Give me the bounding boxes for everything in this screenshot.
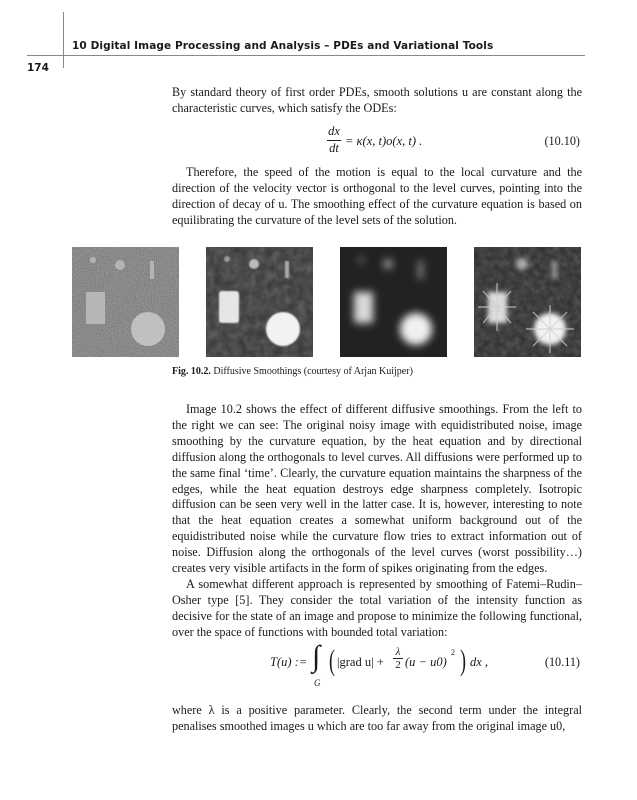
eq2-frac-num: λ (395, 646, 401, 658)
integral-sign: ∫ (312, 640, 321, 673)
figure-panel-curvature (206, 247, 313, 357)
eq1-rhs: = κ(x, t)o(x, t) . (345, 134, 423, 148)
paragraph-1 (172, 85, 582, 117)
paragraph-4-text: A somewhat different approach is represented by smoothing of Fatemi–Rudin–Osher type [5]. They consider the total variation of the intensity function as decisive for the state of an image and propose to minimize the following functional, over the space of functions with bounded total variation: (172, 577, 582, 639)
paragraph-2-text: Therefore, the speed of the motion is equal to the local curvature and the direction of the velocity vector is orthogonal to the level curves, pointing into the direction of decay of u. The smoothing effect of the curvature equation is based on equilibrating the curvature of the level sets of the solution. (172, 165, 582, 227)
eq2-tail: dx , (470, 655, 489, 669)
figure-panel-noisy (72, 247, 179, 357)
paragraph-2 (172, 165, 582, 229)
eq2-fraction (393, 646, 403, 671)
eq2-integral-sub: G (314, 678, 321, 688)
page-number: 174 (27, 62, 49, 74)
running-header: 10 Digital Image Processing and Analysis – PDEs and Variational Tools (72, 40, 494, 52)
eq2-square-exp: 2 (451, 648, 455, 657)
eq2-left-paren: ( (329, 644, 335, 677)
eq2-grad: |grad u| + (337, 655, 384, 669)
eq1-denominator: dt (327, 140, 341, 156)
eq2-number: (10.11) (544, 655, 580, 669)
paragraph-3 (172, 402, 582, 577)
figure-panel-heat (340, 247, 447, 357)
caption-text: Diffusive Smoothings (courtesy of Arjan Kuijper) (213, 366, 413, 377)
figure-caption (172, 366, 413, 377)
header-rule (27, 55, 585, 56)
margin-rule-vertical (63, 12, 64, 68)
caption-label: Fig. 10.2. (172, 366, 211, 377)
eq1-number: (10.10) (544, 134, 580, 148)
eq1-numerator: dx (328, 124, 340, 138)
paragraph-5 (172, 703, 582, 735)
figure-panel-directional (474, 247, 581, 357)
paragraph-1-text: By standard theory of first order PDEs, smooth solutions u are constant along the characteristic curves, which satisfy the ODEs: (172, 85, 582, 115)
paragraph-4 (172, 577, 582, 641)
eq2-frac-den: 2 (393, 658, 403, 671)
eq2-lhs: T(u) := (270, 655, 308, 669)
paragraph-3-text: Image 10.2 shows the effect of different diffusive smoothings. From the left to the right we can see: The original noisy image with equidistributed noise, image smoothing by the curvature equation, by the heat equation and by directional diffusion along the orthogonals to level curves. All diffusions were performed up to the same final ‘time’. Clearly, the curvature equation maintains the sharpness of the edges, while the heat equation destroys edge sharpness completely. Isotropic diffusion can be seen very well in the latter case. It is, however, interesting to note that the heat equation creates a somewhat uniform background out of the equidistributed noise while the curvature flow tries to extract information out of noise. Diffusion along the orthogonals of the level curves (worst possibility…) creates very visible artifacts in the form of spikes originating from the edges. (172, 402, 582, 576)
eq1-fraction (327, 124, 341, 156)
eq2-square-term: (u − u0) (405, 655, 447, 669)
eq2-right-paren: ) (460, 644, 466, 677)
paragraph-5-text: where λ is a positive parameter. Clearly, the second term under the integral penalises smoothed images u which are too far away from the original image u0, (172, 703, 582, 733)
